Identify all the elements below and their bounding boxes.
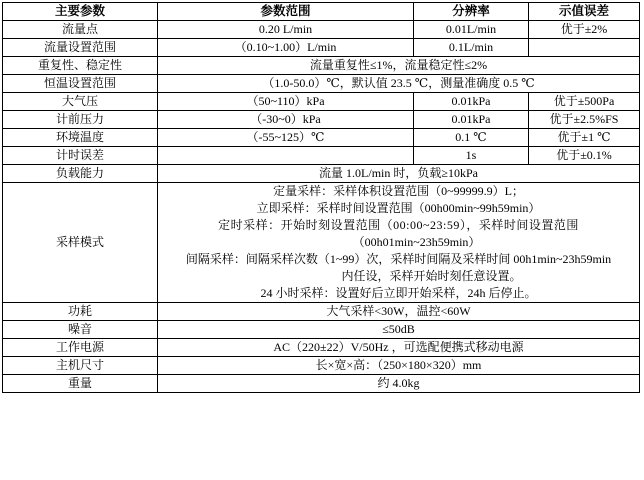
header-resolution: 分辨率	[414, 3, 529, 21]
param-name: 噪音	[3, 321, 158, 339]
param-resolution: 0.01kPa	[414, 111, 529, 129]
param-name: 主机尺寸	[3, 357, 158, 375]
param-name: 大气压	[3, 93, 158, 111]
param-error: 优于±500Pa	[529, 93, 640, 111]
sampling-line: 定量采样：采样体积设置范围（0~99999.9）L；	[273, 184, 524, 198]
table-row	[3, 339, 640, 357]
header-error: 示值误差	[529, 3, 640, 21]
param-merged-value: AC（220±22）V/50Hz ，可选配便携式移动电源	[158, 339, 640, 357]
param-merged-value: （1.0-50.0）℃，默认值 23.5 ℃，测量准确度 0.5 ℃	[158, 75, 640, 93]
sampling-row	[3, 183, 640, 303]
param-name: 流量设置范围	[3, 39, 158, 57]
sampling-line: （00h01min~23h59min）	[352, 235, 481, 249]
param-merged-value: 流量重复性≤1%，流量稳定性≤2%	[158, 57, 640, 75]
param-resolution: 1s	[414, 147, 529, 165]
table-row	[3, 93, 640, 111]
param-resolution: 0.01L/min	[414, 21, 529, 39]
table-row	[3, 357, 640, 375]
param-error: 优于±0.1%	[529, 147, 640, 165]
param-error: 优于±2%	[529, 21, 640, 39]
param-name: 重复性、稳定性	[3, 57, 158, 75]
param-range	[158, 147, 414, 165]
param-name: 计时误差	[3, 147, 158, 165]
param-range: （0.10~1.00）L/min	[158, 39, 414, 57]
spec-table	[2, 2, 640, 393]
param-name: 恒温设置范围	[3, 75, 158, 93]
param-name: 环境温度	[3, 129, 158, 147]
param-merged-value: 大气采样<30W，温控<60W	[158, 303, 640, 321]
param-error: 优于±2.5%FS	[529, 111, 640, 129]
param-error	[529, 39, 640, 57]
table-row	[3, 111, 640, 129]
param-name: 计前压力	[3, 111, 158, 129]
sampling-line: 间隔采样：间隔采样次数（1~99）次，采样时间隔及采样时间 00h1min~23h59min	[185, 252, 612, 266]
param-name: 工作电源	[3, 339, 158, 357]
table-row	[3, 21, 640, 39]
param-merged-value: 长×宽×高：（250×180×320）mm	[158, 357, 640, 375]
param-range: （-55~125）℃	[158, 129, 414, 147]
param-name: 负载能力	[3, 165, 158, 183]
param-merged-value: 约 4.0kg	[158, 375, 640, 393]
param-error: 优于±1 ℃	[529, 129, 640, 147]
param-name: 流量点	[3, 21, 158, 39]
sampling-line: 内任设，采样开始时刻任意设置。	[341, 269, 522, 283]
param-merged-value: ≤50dB	[158, 321, 640, 339]
sampling-line: 定时采样：开始时刻设置范围（00:00~23:59），采样时间设置范围	[218, 218, 579, 232]
param-resolution: 0.01kPa	[414, 93, 529, 111]
table-row	[3, 75, 640, 93]
param-resolution: 0.1 ℃	[414, 129, 529, 147]
table-row	[3, 321, 640, 339]
param-name: 采样模式	[3, 183, 158, 303]
header-param: 主要参数	[3, 3, 158, 21]
sampling-line: 24 小时采样：设置好后立即开始采样，24h 后停止。	[260, 286, 537, 300]
param-name: 功耗	[3, 303, 158, 321]
param-name: 重量	[3, 375, 158, 393]
table-row	[3, 129, 640, 147]
table-row	[3, 57, 640, 75]
sampling-modes	[158, 183, 640, 303]
table-row	[3, 39, 640, 57]
table-row	[3, 375, 640, 393]
table-row	[3, 165, 640, 183]
table-row	[3, 303, 640, 321]
table-row	[3, 147, 640, 165]
header-range: 参数范围	[158, 3, 414, 21]
header-row	[3, 3, 640, 21]
param-range: （50~110）kPa	[158, 93, 414, 111]
param-range: 0.20 L/min	[158, 21, 414, 39]
param-range: （-30~0）kPa	[158, 111, 414, 129]
sampling-line: 立即采样：采样时间设置范围（00h00min~99h59min）	[256, 201, 541, 215]
param-resolution: 0.1L/min	[414, 39, 529, 57]
param-merged-value: 流量 1.0L/min 时，负载≥10kPa	[158, 165, 640, 183]
